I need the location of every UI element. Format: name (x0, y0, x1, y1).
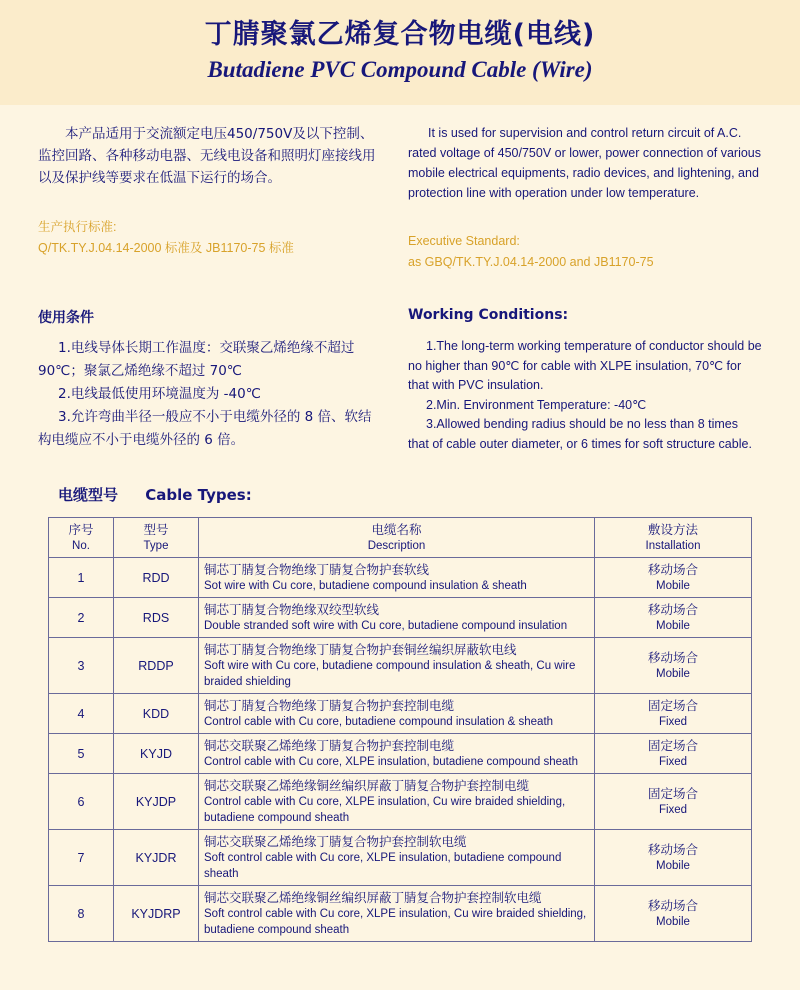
cell-description-en: Soft control cable with Cu core, XLPE insulation, Cu wire braided shielding, butadiene compound sheath (204, 908, 587, 936)
table-row (49, 830, 752, 886)
column-header-type-en: Type (143, 540, 169, 552)
column-header-no-cn: 序号 (68, 522, 94, 537)
cell-description-en: Soft wire with Cu core, butadiene compound insulation & sheath, Cu wire braided shielding (204, 660, 576, 688)
cell-description-cn: 铜芯交联聚乙烯绝缘铜丝编织屏蔽丁腈复合物护套控制软电缆 (204, 890, 542, 905)
column-header-no (49, 518, 114, 558)
column-header-type (114, 518, 199, 558)
column-header-description-en: Description (367, 540, 426, 552)
cell-installation-cn: 移动场合 (647, 842, 698, 857)
cell-description (199, 886, 595, 942)
cell-type: RDS (114, 598, 199, 638)
standard-label-english: Executive Standard: (408, 234, 520, 248)
condition-item-en-2: 2.Min. Environment Temperature: -40℃ (426, 397, 647, 412)
cell-installation (595, 886, 752, 942)
cell-installation-en: Mobile (656, 580, 690, 592)
table-row (49, 774, 752, 830)
page-title-chinese: 丁腈聚氯乙烯复合物电缆(电线) (204, 19, 596, 50)
cable-types-heading-chinese: 电缆型号 (58, 486, 119, 504)
cell-type: KYJD (114, 734, 199, 774)
cell-installation-cn: 固定场合 (647, 786, 698, 801)
table-row (49, 598, 752, 638)
conditions-list-chinese (38, 337, 382, 452)
cell-no: 8 (49, 886, 114, 942)
table-row (49, 734, 752, 774)
cell-installation-en: Fixed (658, 756, 688, 768)
cell-installation (595, 638, 752, 694)
cell-description-en: Sot wire with Cu core, butadiene compound insulation & sheath (204, 580, 527, 592)
page-header (0, 0, 800, 105)
cable-types-table (48, 517, 752, 942)
cell-type: RDD (114, 558, 199, 598)
condition-item-cn-2: 2.电线最低使用环境温度为 -40℃ (58, 386, 261, 402)
cell-no: 4 (49, 694, 114, 734)
table-row (49, 886, 752, 942)
conditions-column-chinese (38, 337, 400, 454)
cell-installation (595, 734, 752, 774)
cell-type: KYJDR (114, 830, 199, 886)
cable-types-heading (0, 454, 800, 505)
intro-paragraph-chinese: 本产品适用于交流额定电压450/750V及以下控制、监控回路、各种移动电器、无线电设备和照明灯座接线用以及保护线等要求在低温下运行的场合。 (38, 126, 376, 186)
cell-installation (595, 694, 752, 734)
cell-installation-cn: 移动场合 (647, 562, 698, 577)
column-header-no-en: No. (72, 540, 90, 552)
standard-value-chinese: Q/TK.TY.J.04.14-2000 标准及 JB1170-75 标准 (38, 241, 294, 255)
column-header-description (199, 518, 595, 558)
cell-no: 2 (49, 598, 114, 638)
working-conditions-heading-chinese: 使用条件 (38, 310, 94, 326)
cell-description (199, 774, 595, 830)
condition-item-cn-3: 3.允许弯曲半径一般应不小于电缆外径的 8 倍、软结构电缆应不小于电缆外径的 6 倍。 (38, 409, 372, 448)
cell-description-cn: 铜芯交联聚乙烯绝缘丁腈复合物护套控制软电缆 (204, 834, 467, 849)
table-row (49, 638, 752, 694)
cell-type: KYJDP (114, 774, 199, 830)
table-row (49, 694, 752, 734)
intro-column-chinese (38, 123, 400, 273)
cell-description (199, 558, 595, 598)
column-header-installation (595, 518, 752, 558)
cell-description-en: Soft control cable with Cu core, XLPE insulation, butadiene compound sheath (204, 852, 562, 880)
cell-installation (595, 598, 752, 638)
cell-installation-en: Mobile (656, 620, 690, 632)
cell-no: 7 (49, 830, 114, 886)
conditions-list-english (408, 337, 762, 454)
column-header-type-cn: 型号 (143, 522, 169, 537)
cell-installation-cn: 移动场合 (647, 602, 698, 617)
cell-description-en: Control cable with Cu core, XLPE insulation, Cu wire braided shielding, butadiene compound sheath (204, 796, 566, 824)
standard-value-english: as GBQ/TK.TY.J.04.14-2000 and JB1170-75 (408, 255, 654, 269)
conditions-column-english (400, 337, 762, 454)
column-header-installation-cn: 敷设方法 (647, 522, 698, 537)
cell-description (199, 638, 595, 694)
column-header-installation-en: Installation (645, 540, 701, 552)
cell-type: RDDP (114, 638, 199, 694)
cable-types-heading-english: Cable Types: (145, 486, 252, 504)
cell-description-en: Control cable with Cu core, XLPE insulation, butadiene compound sheath (204, 756, 578, 768)
cell-description-en: Double stranded soft wire with Cu core, butadiene compound insulation (204, 620, 568, 632)
cell-description-cn: 铜芯丁腈复合物绝缘丁腈复合物护套铜丝编织屏蔽软电线 (204, 642, 517, 657)
cell-installation (595, 830, 752, 886)
standard-block-english (408, 231, 762, 273)
cell-installation-en: Mobile (656, 860, 690, 872)
table-header-row (49, 518, 752, 558)
cell-installation-en: Mobile (656, 668, 690, 680)
working-conditions-heading-english: Working Conditions: (408, 307, 569, 323)
cell-description-en: Control cable with Cu core, butadiene compound insulation & sheath (204, 716, 554, 728)
cell-no: 5 (49, 734, 114, 774)
intro-column-english (400, 123, 762, 273)
cell-description-cn: 铜芯丁腈复合物绝缘丁腈复合物护套软线 (204, 562, 430, 577)
cell-installation-en: Fixed (658, 804, 688, 816)
cell-description (199, 830, 595, 886)
condition-item-en-1: 1.The long-term working temperature of conductor should be no higher than 90℃ for cable with XLPE insulation, 70℃ for that with PVC insulation. (408, 339, 762, 392)
cell-description-cn: 铜芯丁腈复合物绝缘双绞型软线 (204, 602, 380, 617)
page-title-english: Butadiene PVC Compound Cable (Wire) (207, 57, 593, 82)
cell-description (199, 598, 595, 638)
intro-paragraph-english: It is used for supervision and control return circuit of A.C. rated voltage of 450/750V or lower, power connection of various mobile electrical equipments, radio devices, and lightening, and protection line with operation under low temperature. (408, 126, 761, 200)
cell-description-cn: 铜芯交联聚乙烯绝缘铜丝编织屏蔽丁腈复合物护套控制电缆 (204, 778, 530, 793)
cell-type: KYJDRP (114, 886, 199, 942)
cell-installation-cn: 移动场合 (647, 898, 698, 913)
introduction-section (0, 105, 800, 273)
table-row (49, 558, 752, 598)
cell-installation-cn: 固定场合 (647, 698, 698, 713)
cell-type: KDD (114, 694, 199, 734)
cell-installation (595, 774, 752, 830)
cell-installation-en: Mobile (656, 916, 690, 928)
cell-no: 1 (49, 558, 114, 598)
cell-description (199, 734, 595, 774)
column-header-description-cn: 电缆名称 (371, 522, 422, 537)
cell-installation-cn: 移动场合 (647, 650, 698, 665)
standard-block-chinese (38, 217, 382, 259)
working-conditions-section (0, 327, 800, 454)
condition-item-en-3: 3.Allowed bending radius should be no less than 8 times that of cable outer diameter, or 6 times for soft structure cable. (408, 417, 752, 451)
cell-installation (595, 558, 752, 598)
cell-description-cn: 铜芯交联聚乙烯绝缘丁腈复合物护套控制电缆 (204, 738, 455, 753)
condition-item-cn-1: 1.电线导体长期工作温度：交联聚乙烯绝缘不超过 90℃；聚氯乙烯绝缘不超过 70℃ (38, 340, 355, 379)
cell-no: 3 (49, 638, 114, 694)
cell-installation-cn: 固定场合 (647, 738, 698, 753)
cell-installation-en: Fixed (658, 716, 688, 728)
standard-label-chinese: 生产执行标准: (38, 220, 117, 234)
cell-description-cn: 铜芯丁腈复合物绝缘丁腈复合物护套控制电缆 (204, 698, 455, 713)
working-conditions-headings (0, 273, 800, 327)
cell-description (199, 694, 595, 734)
cell-no: 6 (49, 774, 114, 830)
